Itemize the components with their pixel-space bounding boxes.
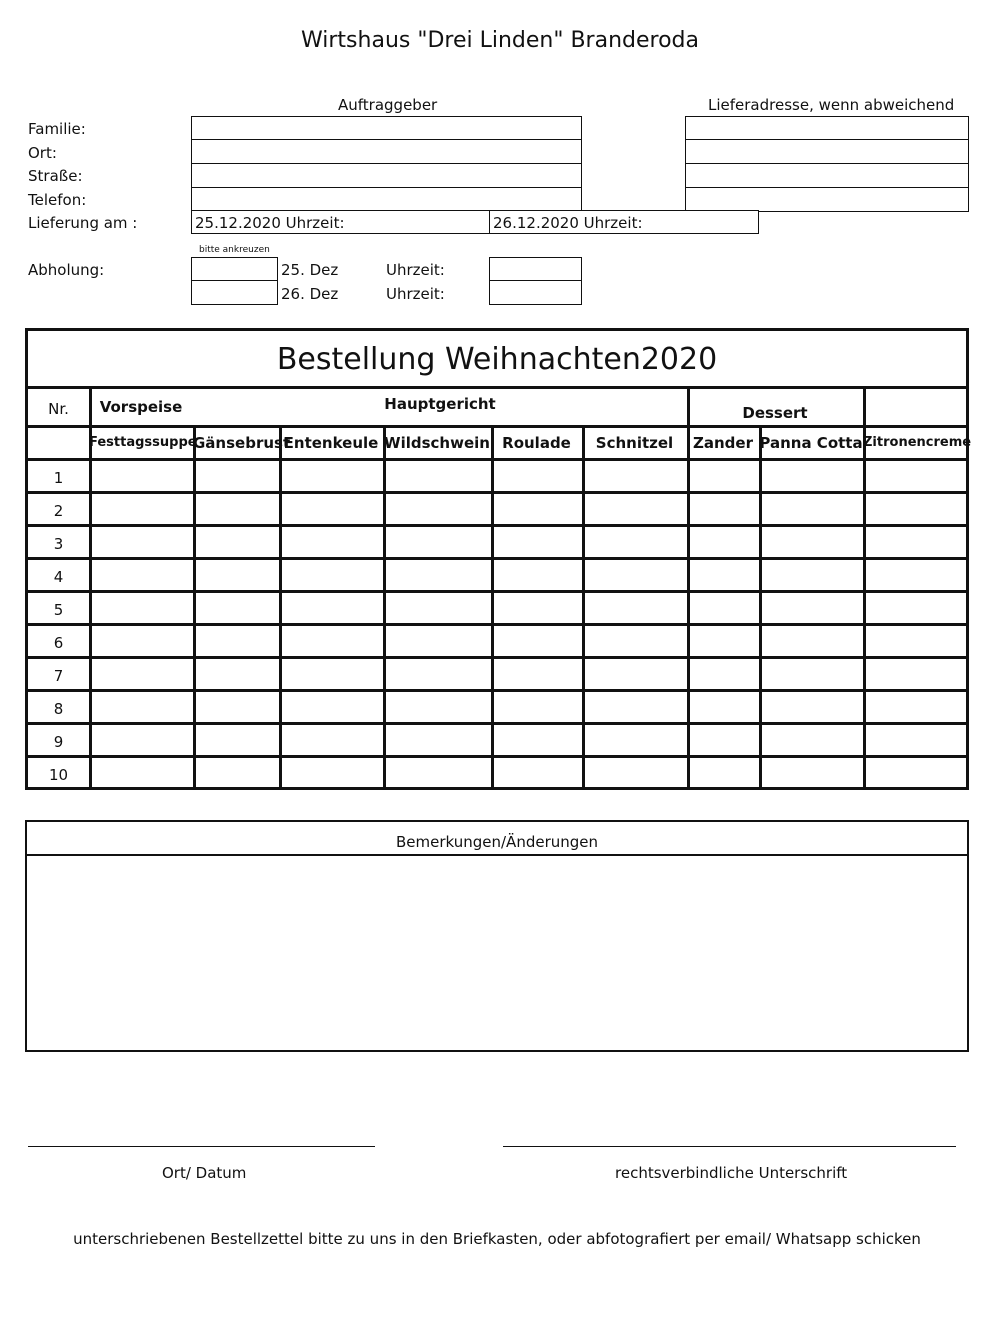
order-cell[interactable] [92, 560, 193, 590]
order-cell[interactable] [494, 527, 582, 557]
row-number: 1 [53, 469, 64, 487]
order-cell[interactable] [196, 560, 279, 590]
column-header: Gänsebrust [193, 434, 291, 452]
order-cell[interactable] [762, 494, 863, 524]
signature-label: rechtsverbindliche Unterschrift [615, 1164, 848, 1182]
familie-input[interactable] [192, 117, 580, 139]
order-cell[interactable] [690, 725, 759, 755]
ort-datum-line [28, 1146, 375, 1147]
column-header: Roulade [502, 434, 571, 452]
column-header: Festtagssuppe [89, 435, 197, 450]
abholung-day1-label: 25. Dez [281, 261, 339, 279]
order-cell[interactable] [494, 593, 582, 623]
order-cell[interactable] [762, 758, 863, 788]
familie-label: Familie: [28, 120, 86, 138]
row-number: 6 [53, 634, 64, 652]
lieferung-day1-time-input[interactable] [340, 211, 486, 233]
order-cell[interactable] [866, 725, 966, 755]
ort-datum-input[interactable] [28, 1120, 375, 1146]
abholung-day1-time-input[interactable] [490, 258, 580, 279]
abholung-day2-uhrzeit-label: Uhrzeit: [386, 285, 445, 303]
signature-line [503, 1146, 956, 1147]
lieferung-label: Lieferung am : [28, 214, 138, 232]
column-header: Zitronencreme [863, 435, 972, 450]
strasse-label: Straße: [28, 167, 83, 185]
liefer-strasse-input[interactable] [686, 164, 967, 187]
row-number: 7 [53, 667, 64, 685]
auftraggeber-label: Auftraggeber [338, 96, 438, 114]
nr-header: Nr. [48, 400, 69, 418]
order-title: Bestellung Weihnachten2020 [28, 331, 966, 389]
order-cell[interactable] [282, 494, 383, 524]
abholung-day2-time-input[interactable] [490, 281, 580, 303]
order-cell[interactable] [386, 692, 491, 722]
column-header: Panna Cotta [759, 434, 863, 452]
order-cell[interactable] [494, 494, 582, 524]
order-cell[interactable] [92, 659, 193, 689]
lieferung-day2-time-input[interactable] [638, 211, 757, 233]
order-cell[interactable] [762, 527, 863, 557]
abholung-label: Abholung: [28, 261, 105, 279]
row-number: 9 [53, 733, 64, 751]
order-cell[interactable] [196, 626, 279, 656]
order-cell[interactable] [92, 758, 193, 788]
lieferung-day1-label: 25.12.2020 Uhrzeit: [195, 214, 345, 232]
order-cell[interactable] [494, 692, 582, 722]
order-cell[interactable] [762, 725, 863, 755]
column-header: Zander [693, 434, 753, 452]
order-cell[interactable] [282, 758, 383, 788]
order-cell[interactable] [690, 527, 759, 557]
order-cell[interactable] [92, 593, 193, 623]
order-cell[interactable] [585, 560, 687, 590]
ort-input[interactable] [192, 140, 580, 163]
order-cell[interactable] [386, 494, 491, 524]
order-cell[interactable] [585, 527, 687, 557]
order-cell[interactable] [494, 659, 582, 689]
liefer-ort-input[interactable] [686, 140, 967, 163]
order-cell[interactable] [585, 461, 687, 491]
page-title: Wirtshaus "Drei Linden" Branderoda [301, 28, 699, 53]
ankreuzen-hint: bitte ankreuzen [199, 245, 270, 255]
order-cell[interactable] [866, 659, 966, 689]
order-cell[interactable] [196, 593, 279, 623]
order-cell[interactable] [494, 560, 582, 590]
remarks-box [25, 820, 969, 1052]
order-cell[interactable] [762, 626, 863, 656]
column-header: Schnitzel [595, 434, 674, 452]
signature-input[interactable] [503, 1120, 956, 1146]
order-cell[interactable] [92, 725, 193, 755]
order-cell[interactable] [690, 758, 759, 788]
ort-datum-label: Ort/ Datum [162, 1164, 247, 1182]
order-cell[interactable] [386, 593, 491, 623]
order-cell[interactable] [282, 461, 383, 491]
order-cell[interactable] [866, 626, 966, 656]
order-cell[interactable] [585, 659, 687, 689]
order-cell[interactable] [196, 527, 279, 557]
row-number: 3 [53, 535, 64, 553]
order-cell[interactable] [585, 494, 687, 524]
order-cell[interactable] [494, 461, 582, 491]
order-cell[interactable] [386, 758, 491, 788]
order-cell[interactable] [386, 725, 491, 755]
lieferadresse-label: Lieferadresse, wenn abweichend [708, 96, 955, 114]
row-number: 8 [53, 700, 64, 718]
order-cell[interactable] [866, 692, 966, 722]
ort-label: Ort: [28, 144, 57, 162]
strasse-input[interactable] [192, 164, 580, 187]
order-cell[interactable] [866, 461, 966, 491]
column-header: Wildschwein [384, 434, 490, 452]
order-cell[interactable] [494, 626, 582, 656]
order-cell[interactable] [762, 461, 863, 491]
order-cell[interactable] [585, 626, 687, 656]
order-cell[interactable] [282, 527, 383, 557]
telefon-input[interactable] [192, 188, 580, 210]
order-cell[interactable] [762, 659, 863, 689]
order-table [25, 328, 972, 790]
order-cell[interactable] [690, 692, 759, 722]
row-number: 10 [48, 766, 69, 784]
remarks-label: Bemerkungen/Änderungen [27, 822, 967, 856]
remarks-input[interactable] [27, 856, 967, 1050]
liefer-familie-input[interactable] [686, 117, 967, 139]
order-cell[interactable] [196, 461, 279, 491]
dessert-header: Dessert [742, 404, 808, 422]
order-cell[interactable] [282, 560, 383, 590]
abholung-day1-checkbox[interactable] [192, 258, 276, 279]
order-cell[interactable] [386, 461, 491, 491]
order-cell[interactable] [282, 725, 383, 755]
footer-note: unterschriebenen Bestellzettel bitte zu uns in den Briefkasten, oder abfotografiert per email/ Whatsapp schicken [73, 1230, 921, 1248]
vorspeise-header: Vorspeise [99, 398, 183, 416]
order-cell[interactable] [92, 461, 193, 491]
abholung-day2-checkbox[interactable] [192, 281, 276, 303]
order-cell[interactable] [762, 692, 863, 722]
order-cell[interactable] [866, 527, 966, 557]
order-cell[interactable] [585, 593, 687, 623]
order-cell[interactable] [494, 725, 582, 755]
order-cell[interactable] [690, 560, 759, 590]
abholung-day2-label: 26. Dez [281, 285, 339, 303]
row-number: 5 [53, 601, 64, 619]
abholung-day1-uhrzeit-label: Uhrzeit: [386, 261, 445, 279]
hauptgericht-header: Hauptgericht [384, 395, 496, 413]
order-cell[interactable] [585, 758, 687, 788]
row-number: 2 [53, 502, 64, 520]
order-cell[interactable] [92, 527, 193, 557]
order-cell[interactable] [196, 692, 279, 722]
liefer-telefon-input[interactable] [686, 188, 967, 210]
order-cell[interactable] [762, 593, 863, 623]
column-header: Entenkeule [283, 434, 379, 452]
telefon-label: Telefon: [28, 191, 87, 209]
order-cell[interactable] [282, 692, 383, 722]
order-cell[interactable] [866, 758, 966, 788]
order-cell[interactable] [690, 494, 759, 524]
order-cell[interactable] [585, 692, 687, 722]
order-cell[interactable] [386, 626, 491, 656]
order-cell[interactable] [196, 659, 279, 689]
order-cell[interactable] [866, 494, 966, 524]
order-cell[interactable] [690, 461, 759, 491]
order-cell[interactable] [282, 659, 383, 689]
order-cell[interactable] [196, 725, 279, 755]
order-cell[interactable] [282, 593, 383, 623]
lieferung-day2-label: 26.12.2020 Uhrzeit: [493, 214, 643, 232]
order-cell[interactable] [92, 692, 193, 722]
order-cell[interactable] [762, 560, 863, 590]
order-cell[interactable] [196, 758, 279, 788]
order-cell[interactable] [386, 560, 491, 590]
order-cell[interactable] [866, 593, 966, 623]
order-cell[interactable] [585, 725, 687, 755]
order-cell[interactable] [282, 626, 383, 656]
order-cell[interactable] [92, 626, 193, 656]
order-cell[interactable] [690, 593, 759, 623]
order-cell[interactable] [92, 494, 193, 524]
order-cell[interactable] [866, 560, 966, 590]
order-cell[interactable] [690, 659, 759, 689]
order-cell[interactable] [386, 659, 491, 689]
order-cell[interactable] [196, 494, 279, 524]
row-number: 4 [53, 568, 64, 586]
order-cell[interactable] [494, 758, 582, 788]
order-cell[interactable] [690, 626, 759, 656]
order-cell[interactable] [386, 527, 491, 557]
